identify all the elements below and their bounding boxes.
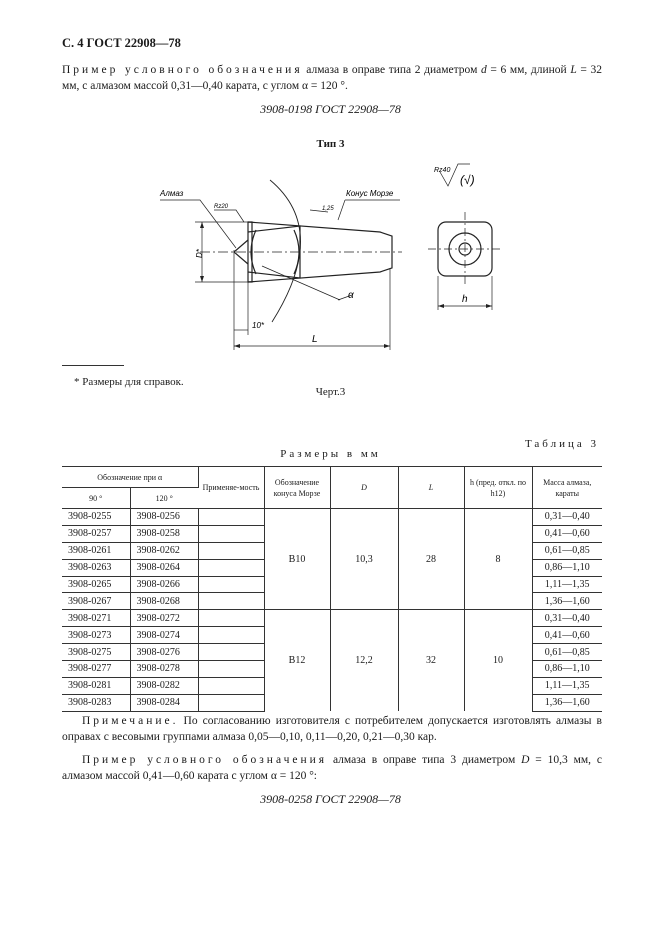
cell-designation-120: 3908-0278 bbox=[130, 661, 198, 678]
page-header: С. 4 ГОСТ 22908—78 bbox=[62, 36, 181, 50]
cell-applicability bbox=[198, 559, 264, 576]
cell-mass: 0,61—0,85 bbox=[532, 644, 602, 661]
cell-designation-120: 3908-0276 bbox=[130, 644, 198, 661]
cell-designation-120: 3908-0284 bbox=[130, 694, 198, 711]
var-d: d bbox=[480, 64, 487, 76]
cell-mass: 1,11—1,35 bbox=[532, 576, 602, 593]
cell-applicability bbox=[198, 593, 264, 610]
label-cone: Конус Морзе bbox=[346, 189, 394, 198]
cell-l: 32 bbox=[398, 610, 464, 711]
cell-mass: 0,31—0,40 bbox=[532, 610, 602, 627]
label-rz20: Rz20 bbox=[214, 204, 229, 210]
cell-cone: В10 bbox=[264, 509, 330, 610]
cell-designation-90: 3908-0271 bbox=[62, 610, 130, 627]
cell-applicability bbox=[198, 677, 264, 694]
cell-applicability bbox=[198, 627, 264, 644]
cell-applicability bbox=[198, 525, 264, 542]
cell-l: 28 bbox=[398, 509, 464, 610]
table-row bbox=[62, 610, 602, 627]
label-rz40: Rz40 bbox=[434, 167, 451, 174]
dimensions-table bbox=[62, 466, 602, 712]
note-text: По согласованию изготовителя с потребителем допускается изготовлять алмазы в оправах с весовыми группами алмаза 0,05—0,10, 0,11—0,20, 0,21—0,30 кар. bbox=[62, 715, 602, 743]
cell-designation-90: 3908-0277 bbox=[62, 661, 130, 678]
cell-designation-90: 3908-0263 bbox=[62, 559, 130, 576]
table-title: Размеры в мм bbox=[280, 448, 381, 460]
cell-designation-120: 3908-0282 bbox=[130, 677, 198, 694]
label-almaz: Алмаз bbox=[160, 189, 184, 198]
label-L: L bbox=[312, 334, 318, 345]
label-alpha: α bbox=[348, 290, 354, 301]
example-paragraph-1 bbox=[62, 62, 602, 94]
cell-mass: 1,36—1,60 bbox=[532, 593, 602, 610]
footnote-rule bbox=[62, 365, 124, 366]
label-D: D* bbox=[195, 249, 204, 258]
label-check: (√) bbox=[460, 173, 475, 187]
note-heading: Примечание. bbox=[82, 715, 179, 727]
cell-mass: 0,41—0,60 bbox=[532, 627, 602, 644]
cell-designation-120: 3908-0274 bbox=[130, 627, 198, 644]
cell-applicability bbox=[198, 694, 264, 711]
example-text: = 6 мм, длиной bbox=[486, 64, 571, 76]
example-paragraph-2 bbox=[62, 752, 602, 784]
header-L: L bbox=[398, 467, 464, 509]
var-D: D bbox=[521, 754, 530, 766]
designation-1: 3908-0198 ГОСТ 22908—78 bbox=[260, 102, 401, 116]
label-h: h bbox=[462, 294, 468, 305]
spaced-heading: Пример условного обозначения bbox=[62, 64, 303, 76]
table-row bbox=[62, 509, 602, 526]
cell-d: 10,3 bbox=[330, 509, 398, 610]
header-cone: Обозначение конуса Морзе bbox=[264, 467, 330, 509]
spaced-heading: Пример условного обозначения bbox=[82, 754, 328, 766]
label-10: 10* bbox=[252, 321, 265, 330]
cell-designation-90: 3908-0265 bbox=[62, 576, 130, 593]
header-designation: Обозначение при α bbox=[62, 467, 198, 488]
example-text: = 10,3 мм, с алмазом массой 0,41—0,60 карата с углом α = 120 °: bbox=[62, 754, 602, 782]
cell-designation-90: 3908-0281 bbox=[62, 677, 130, 694]
cell-applicability bbox=[198, 542, 264, 559]
example-text: = 32 мм, с алмазом массой 0,31—0,40 карата, с углом α = 120 °. bbox=[62, 64, 602, 92]
cell-designation-120: 3908-0258 bbox=[130, 525, 198, 542]
cell-designation-120: 3908-0266 bbox=[130, 576, 198, 593]
figure-caption: Черт.3 bbox=[315, 386, 346, 398]
cell-designation-90: 3908-0261 bbox=[62, 542, 130, 559]
cell-designation-120: 3908-0268 bbox=[130, 593, 198, 610]
header-D: D bbox=[330, 467, 398, 509]
cell-cone: В12 bbox=[264, 610, 330, 711]
cell-applicability bbox=[198, 644, 264, 661]
cell-designation-120: 3908-0264 bbox=[130, 559, 198, 576]
header-applicability: Применяе-мость bbox=[198, 467, 264, 509]
header-mass: Масса алмаза, караты bbox=[532, 467, 602, 509]
cell-designation-120: 3908-0256 bbox=[130, 509, 198, 526]
footnote: * Размеры для справок. bbox=[74, 376, 184, 388]
cell-mass: 1,11—1,35 bbox=[532, 677, 602, 694]
cell-designation-120: 3908-0272 bbox=[130, 610, 198, 627]
example-text: алмаза в оправе типа 2 диаметром bbox=[302, 64, 481, 76]
table-label: Таблица 3 bbox=[524, 438, 599, 450]
cell-mass: 0,86—1,10 bbox=[532, 559, 602, 576]
technical-drawing bbox=[140, 150, 520, 360]
cell-designation-90: 3908-0255 bbox=[62, 509, 130, 526]
example-text: алмаза в оправе типа 3 диаметром bbox=[327, 754, 522, 766]
cell-applicability bbox=[198, 661, 264, 678]
cell-mass: 1,36—1,60 bbox=[532, 694, 602, 711]
cell-h: 10 bbox=[464, 610, 532, 711]
type-title: Тип 3 bbox=[316, 138, 345, 150]
designation-2: 3908-0258 ГОСТ 22908—78 bbox=[260, 792, 401, 806]
cell-designation-90: 3908-0267 bbox=[62, 593, 130, 610]
cell-applicability bbox=[198, 509, 264, 526]
header-h: h (пред. откл. по h12) bbox=[464, 467, 532, 509]
label-125: 1,25 bbox=[322, 206, 334, 212]
cell-designation-90: 3908-0273 bbox=[62, 627, 130, 644]
header-120: 120 ° bbox=[130, 488, 198, 509]
cell-applicability bbox=[198, 610, 264, 627]
cell-h: 8 bbox=[464, 509, 532, 610]
cell-designation-90: 3908-0257 bbox=[62, 525, 130, 542]
cell-d: 12,2 bbox=[330, 610, 398, 711]
header-90: 90 ° bbox=[62, 488, 130, 509]
cell-designation-90: 3908-0275 bbox=[62, 644, 130, 661]
cell-designation-90: 3908-0283 bbox=[62, 694, 130, 711]
cell-applicability bbox=[198, 576, 264, 593]
var-L: L bbox=[570, 64, 577, 76]
note-paragraph bbox=[62, 713, 602, 745]
cell-mass: 0,61—0,85 bbox=[532, 542, 602, 559]
cell-designation-120: 3908-0262 bbox=[130, 542, 198, 559]
cell-mass: 0,86—1,10 bbox=[532, 661, 602, 678]
cell-mass: 0,41—0,60 bbox=[532, 525, 602, 542]
table-body bbox=[62, 509, 602, 712]
cell-mass: 0,31—0,40 bbox=[532, 509, 602, 526]
